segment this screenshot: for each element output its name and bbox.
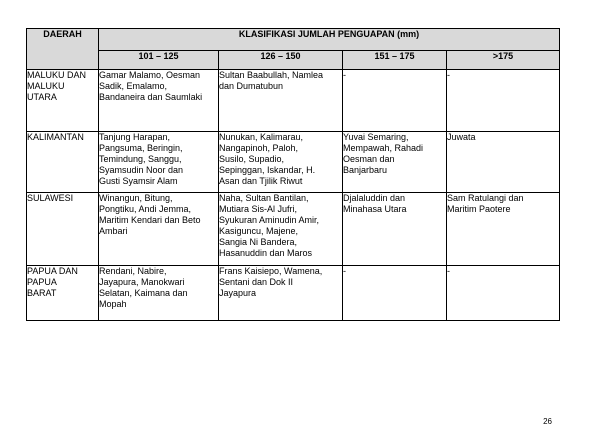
stations-cell	[99, 132, 219, 193]
station-line: Maritim Kendari dan Beto	[99, 215, 201, 225]
station-line: Ambari	[99, 226, 128, 236]
column-header-151-175: 151 – 175	[343, 51, 447, 70]
station-line: -	[343, 266, 346, 276]
region-cell	[27, 70, 99, 132]
column-header-101-125: 101 – 125	[99, 51, 219, 70]
station-line: Syukuran Aminudin Amir,	[219, 215, 320, 225]
station-line: Sepinggan, Iskandar, H.	[219, 165, 316, 175]
region-header: DAERAH	[27, 29, 99, 70]
station-line: Gamar Malamo, Oesman	[99, 70, 201, 80]
station-line: Winangun, Bitung,	[99, 193, 173, 203]
stations-cell	[447, 132, 560, 193]
station-line: Maritim Paotere	[447, 204, 511, 214]
station-line: Banjarbaru	[343, 165, 388, 175]
stations-cell	[219, 193, 343, 266]
station-line: Pongtiku, Andi Jemma,	[99, 204, 192, 214]
station-line: Naha, Sultan Bantilan,	[219, 193, 309, 203]
stations-cell	[99, 193, 219, 266]
stations-cell	[343, 70, 447, 132]
stations-cell	[343, 132, 447, 193]
station-line: Minahasa Utara	[343, 204, 407, 214]
region-line: MALUKU DAN	[27, 70, 87, 80]
station-line: Frans Kaisiepo, Wamena,	[219, 266, 323, 276]
station-line: Jayapura, Manokwari	[99, 277, 185, 287]
stations-cell	[99, 70, 219, 132]
station-line: Sam Ratulangi dan	[447, 193, 524, 203]
stations-cell	[447, 193, 560, 266]
region-cell	[27, 193, 99, 266]
station-line: Nunukan, Kalimarau,	[219, 132, 304, 142]
station-line: Pangsuma, Beringin,	[99, 143, 183, 153]
station-line: Tanjung Harapan,	[99, 132, 171, 142]
station-line: Sultan Baabullah, Namlea	[219, 70, 324, 80]
station-line: dan Dumatubun	[219, 81, 284, 91]
station-line: Oesman dan	[343, 154, 395, 164]
table-row	[27, 70, 560, 132]
table-row	[27, 132, 560, 193]
station-line: Bandaneira dan Saumlaki	[99, 92, 203, 102]
region-line: SULAWESI	[27, 193, 74, 203]
station-line: Hasanuddin dan Maros	[219, 248, 313, 258]
station-line: Temindung, Sanggu,	[99, 154, 182, 164]
region-cell	[27, 132, 99, 193]
station-line: Nangapinoh, Paloh,	[219, 143, 299, 153]
station-line: -	[343, 70, 346, 80]
station-line: Sentani dan Dok II	[219, 277, 294, 287]
stations-cell	[447, 266, 560, 321]
table-row	[27, 266, 560, 321]
station-line: Sadik, Emalamo,	[99, 81, 168, 91]
station-line: Gusti Syamsir Alam	[99, 176, 178, 186]
station-line: Kasiguncu, Majene,	[219, 226, 299, 236]
station-line: Syamsudin Noor dan	[99, 165, 184, 175]
station-line: -	[447, 266, 450, 276]
region-line: MALUKU	[27, 81, 65, 91]
station-line: Mempawah, Rahadi	[343, 143, 424, 153]
station-line: Mutiara Sis-Al Jufri,	[219, 204, 298, 214]
evaporation-classification-table	[26, 28, 560, 321]
column-header-over-175: >175	[447, 51, 560, 70]
stations-cell	[447, 70, 560, 132]
stations-cell	[219, 266, 343, 321]
station-line: Juwata	[447, 132, 476, 142]
station-line: Susilo, Supadio,	[219, 154, 285, 164]
station-line: Rendani, Nabire,	[99, 266, 167, 276]
region-line: BARAT	[27, 288, 57, 298]
stations-cell	[219, 132, 343, 193]
column-header-126-150: 126 – 150	[219, 51, 343, 70]
region-cell	[27, 266, 99, 321]
region-line: KALIMANTAN	[27, 132, 84, 142]
region-line: PAPUA	[27, 277, 57, 287]
classification-header: KLASIFIKASI JUMLAH PENGUAPAN (mm)	[99, 29, 560, 51]
station-line: Asan dan Tjilik Riwut	[219, 176, 303, 186]
station-line: Selatan, Kaimana dan	[99, 288, 188, 298]
station-line: Sangia Ni Bandera,	[219, 237, 298, 247]
station-line: Jayapura	[219, 288, 257, 298]
region-line: PAPUA DAN	[27, 266, 78, 276]
table-row	[27, 193, 560, 266]
station-line: -	[447, 70, 450, 80]
stations-cell	[99, 266, 219, 321]
stations-cell	[219, 70, 343, 132]
stations-cell	[343, 266, 447, 321]
station-line: Yuvai Semaring,	[343, 132, 409, 142]
station-line: Mopah	[99, 299, 127, 309]
station-line: Djalaluddin dan	[343, 193, 406, 203]
region-line: UTARA	[27, 92, 57, 102]
stations-cell	[343, 193, 447, 266]
page-number: 26	[543, 417, 552, 426]
